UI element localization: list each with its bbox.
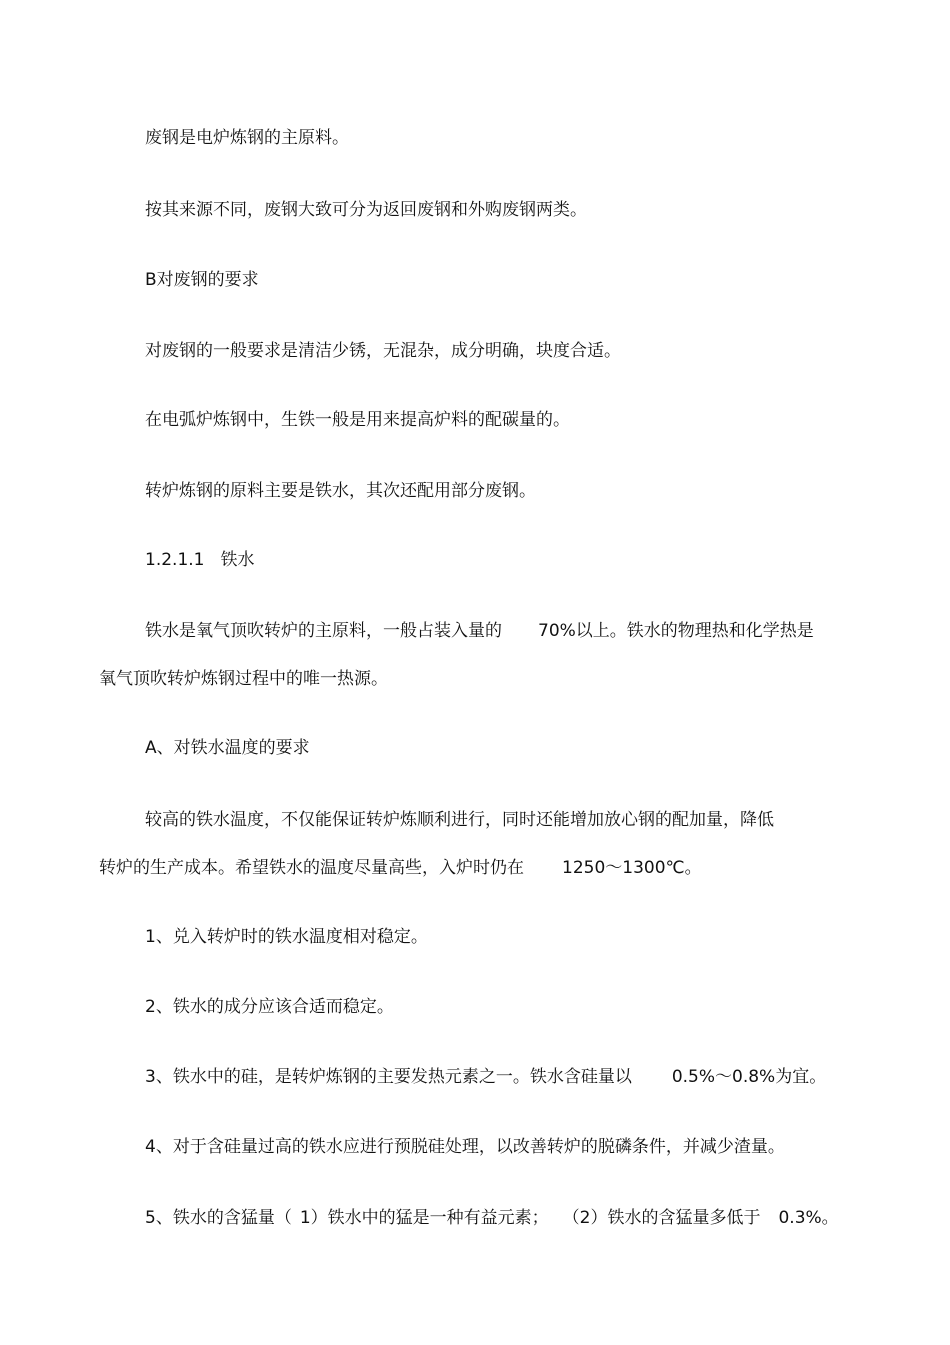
paragraph-hot-metal-line2: 氧气顶吹转炉炼钢过程中的唯一热源。 [99,669,388,689]
text-segment: （2）铁水的含猛量多低于 [562,1208,761,1228]
text-segment: 5、铁水的含猛量（ [145,1208,292,1228]
heading-scrap-requirements: B对废钢的要求 [145,270,259,290]
list-item-4: 4、对于含硅量过高的铁水应进行预脱硅处理，以改善转炉的脱磷条件，并减少渣量。 [145,1137,785,1157]
section-title: 铁水 [220,550,255,570]
list-item-2: 2、铁水的成分应该合适而稳定。 [145,997,394,1017]
text-segment: 转炉的生产成本。希望铁水的温度尽量高些，入炉时仍在 [99,858,524,878]
paragraph-hot-metal-line1 [145,620,814,642]
text-segment: 70%以上。铁水的物理热和化学热是 [538,621,814,641]
paragraph-pig-iron-usage: 在电弧炉炼钢中，生铁一般是用来提高炉料的配碳量的。 [145,410,570,430]
text-segment: 1）铁水中的猛是一种有益元素； [299,1208,549,1228]
text-segment: 3、铁水中的硅，是转炉炼钢的主要发热元素之一。铁水含硅量以 [145,1067,632,1087]
paragraph-scrap-general-requirements: 对废钢的一般要求是清洁少锈，无混杂，成分明确，块度合适。 [145,341,621,361]
section-heading-hot-metal [145,549,254,571]
section-number: 1.2.1.1 [145,550,205,570]
paragraph-scrap-main-material: 废钢是电炉炼钢的主原料。 [145,128,349,148]
paragraph-temperature-line2 [99,857,702,879]
list-item-5 [145,1207,839,1229]
paragraph-scrap-classification: 按其来源不同，废钢大致可分为返回废钢和外购废钢两类。 [145,200,587,220]
heading-hot-metal-temperature: A、对铁水温度的要求 [145,738,310,758]
list-item-3 [145,1066,826,1088]
list-item-1: 1、兑入转炉时的铁水温度相对稳定。 [145,927,428,947]
text-segment: 0.3%。 [778,1208,839,1228]
text-segment: 1250～1300℃。 [562,858,702,878]
text-segment: 0.5%～0.8%为宜。 [671,1067,827,1087]
text-segment: 铁水是氧气顶吹转炉的主原料，一般占装入量的 [145,621,502,641]
paragraph-temperature-line1: 较高的铁水温度，不仅能保证转炉炼顺利进行，同时还能增加放心钢的配加量，降低 [145,810,774,830]
paragraph-converter-raw-materials: 转炉炼钢的原料主要是铁水，其次还配用部分废钢。 [145,481,536,501]
